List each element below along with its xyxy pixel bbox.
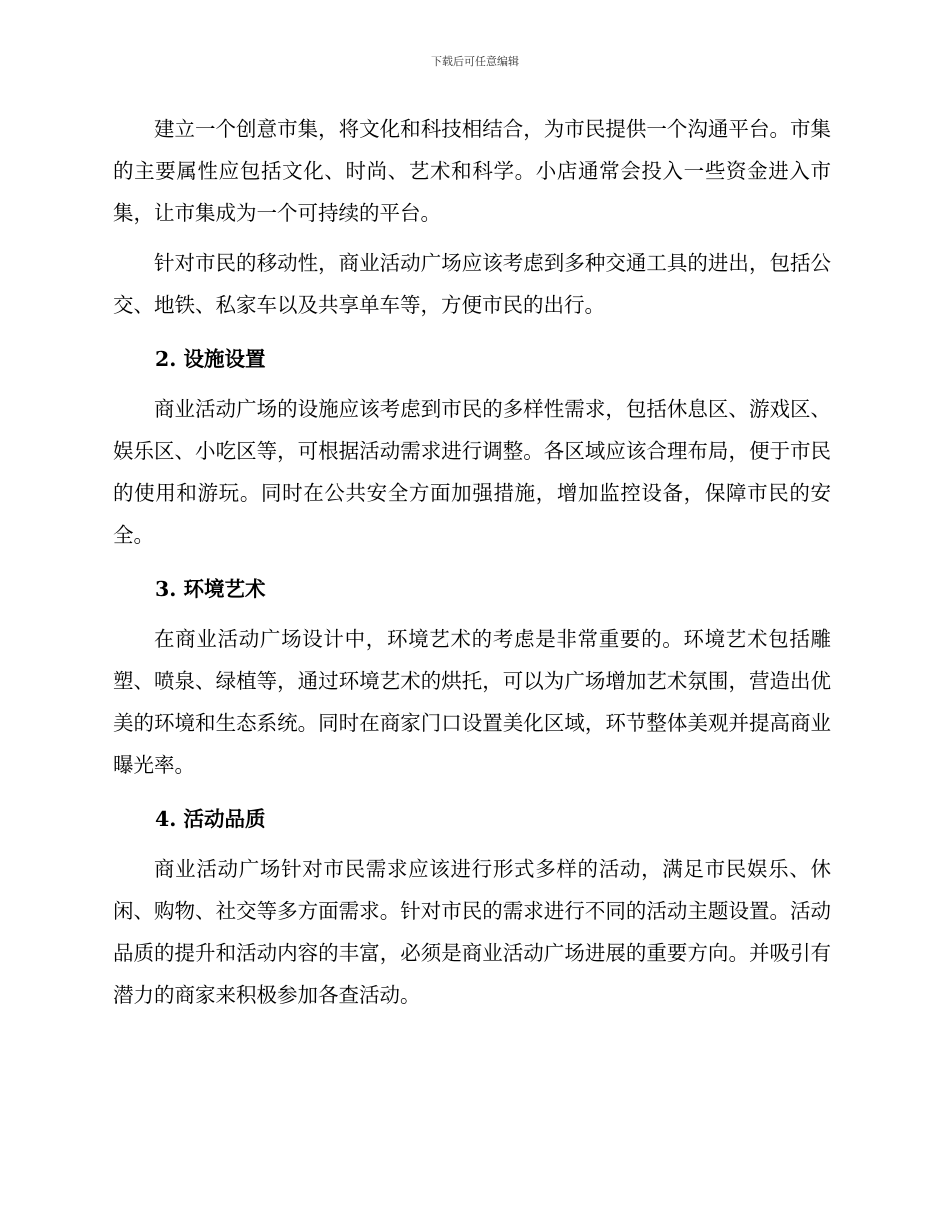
paragraph-creative-market: 建立一个创意市集，将文化和科技相结合，为市民提供一个沟通平台。市集的主要属性应包括文化、时尚、艺术和科学。小店通常会投入一些资金进入市集，让市集成为一个可持续的平台。 — [113, 117, 831, 225]
section-heading-facilities: 2. 设施设置 — [155, 347, 266, 371]
paragraph-environmental-art: 在商业活动广场设计中，环境艺术的考虑是非常重要的。环境艺术包括雕塑、喷泉、绿植等，通过环境艺术的烘托，可以为广场增加艺术氛围，营造出优美的环境和生态系统。同时在商家门口设置美化区域，环节整体美观并提高商业曝光率。 — [113, 627, 831, 777]
document-body — [113, 108, 831, 1016]
section-heading-environmental-art: 3. 环境艺术 — [155, 577, 266, 601]
section-heading-activity-quality: 4. 活动品质 — [155, 807, 266, 831]
page-header: 下载后可任意编辑 — [431, 55, 519, 68]
paragraph-facilities: 商业活动广场的设施应该考虑到市民的多样性需求，包括休息区、游戏区、娱乐区、小吃区等，可根据活动需求进行调整。各区域应该合理布局，便于市民的使用和游玩。同时在公共安全方面加强措施，增加监控设备，保障市民的安全。 — [113, 397, 831, 547]
paragraph-activity-quality: 商业活动广场针对市民需求应该进行形式多样的活动，满足市民娱乐、休闲、购物、社交等多方面需求。针对市民的需求进行不同的活动主题设置。活动品质的提升和活动内容的丰富，必须是商业活动广场进展的重要方向。并吸引有潜力的商家来积极参加各查活动。 — [113, 857, 831, 1007]
paragraph-transportation: 针对市民的移动性，商业活动广场应该考虑到多种交通工具的进出，包括公交、地铁、私家车以及共享单车等，方便市民的出行。 — [113, 251, 831, 317]
